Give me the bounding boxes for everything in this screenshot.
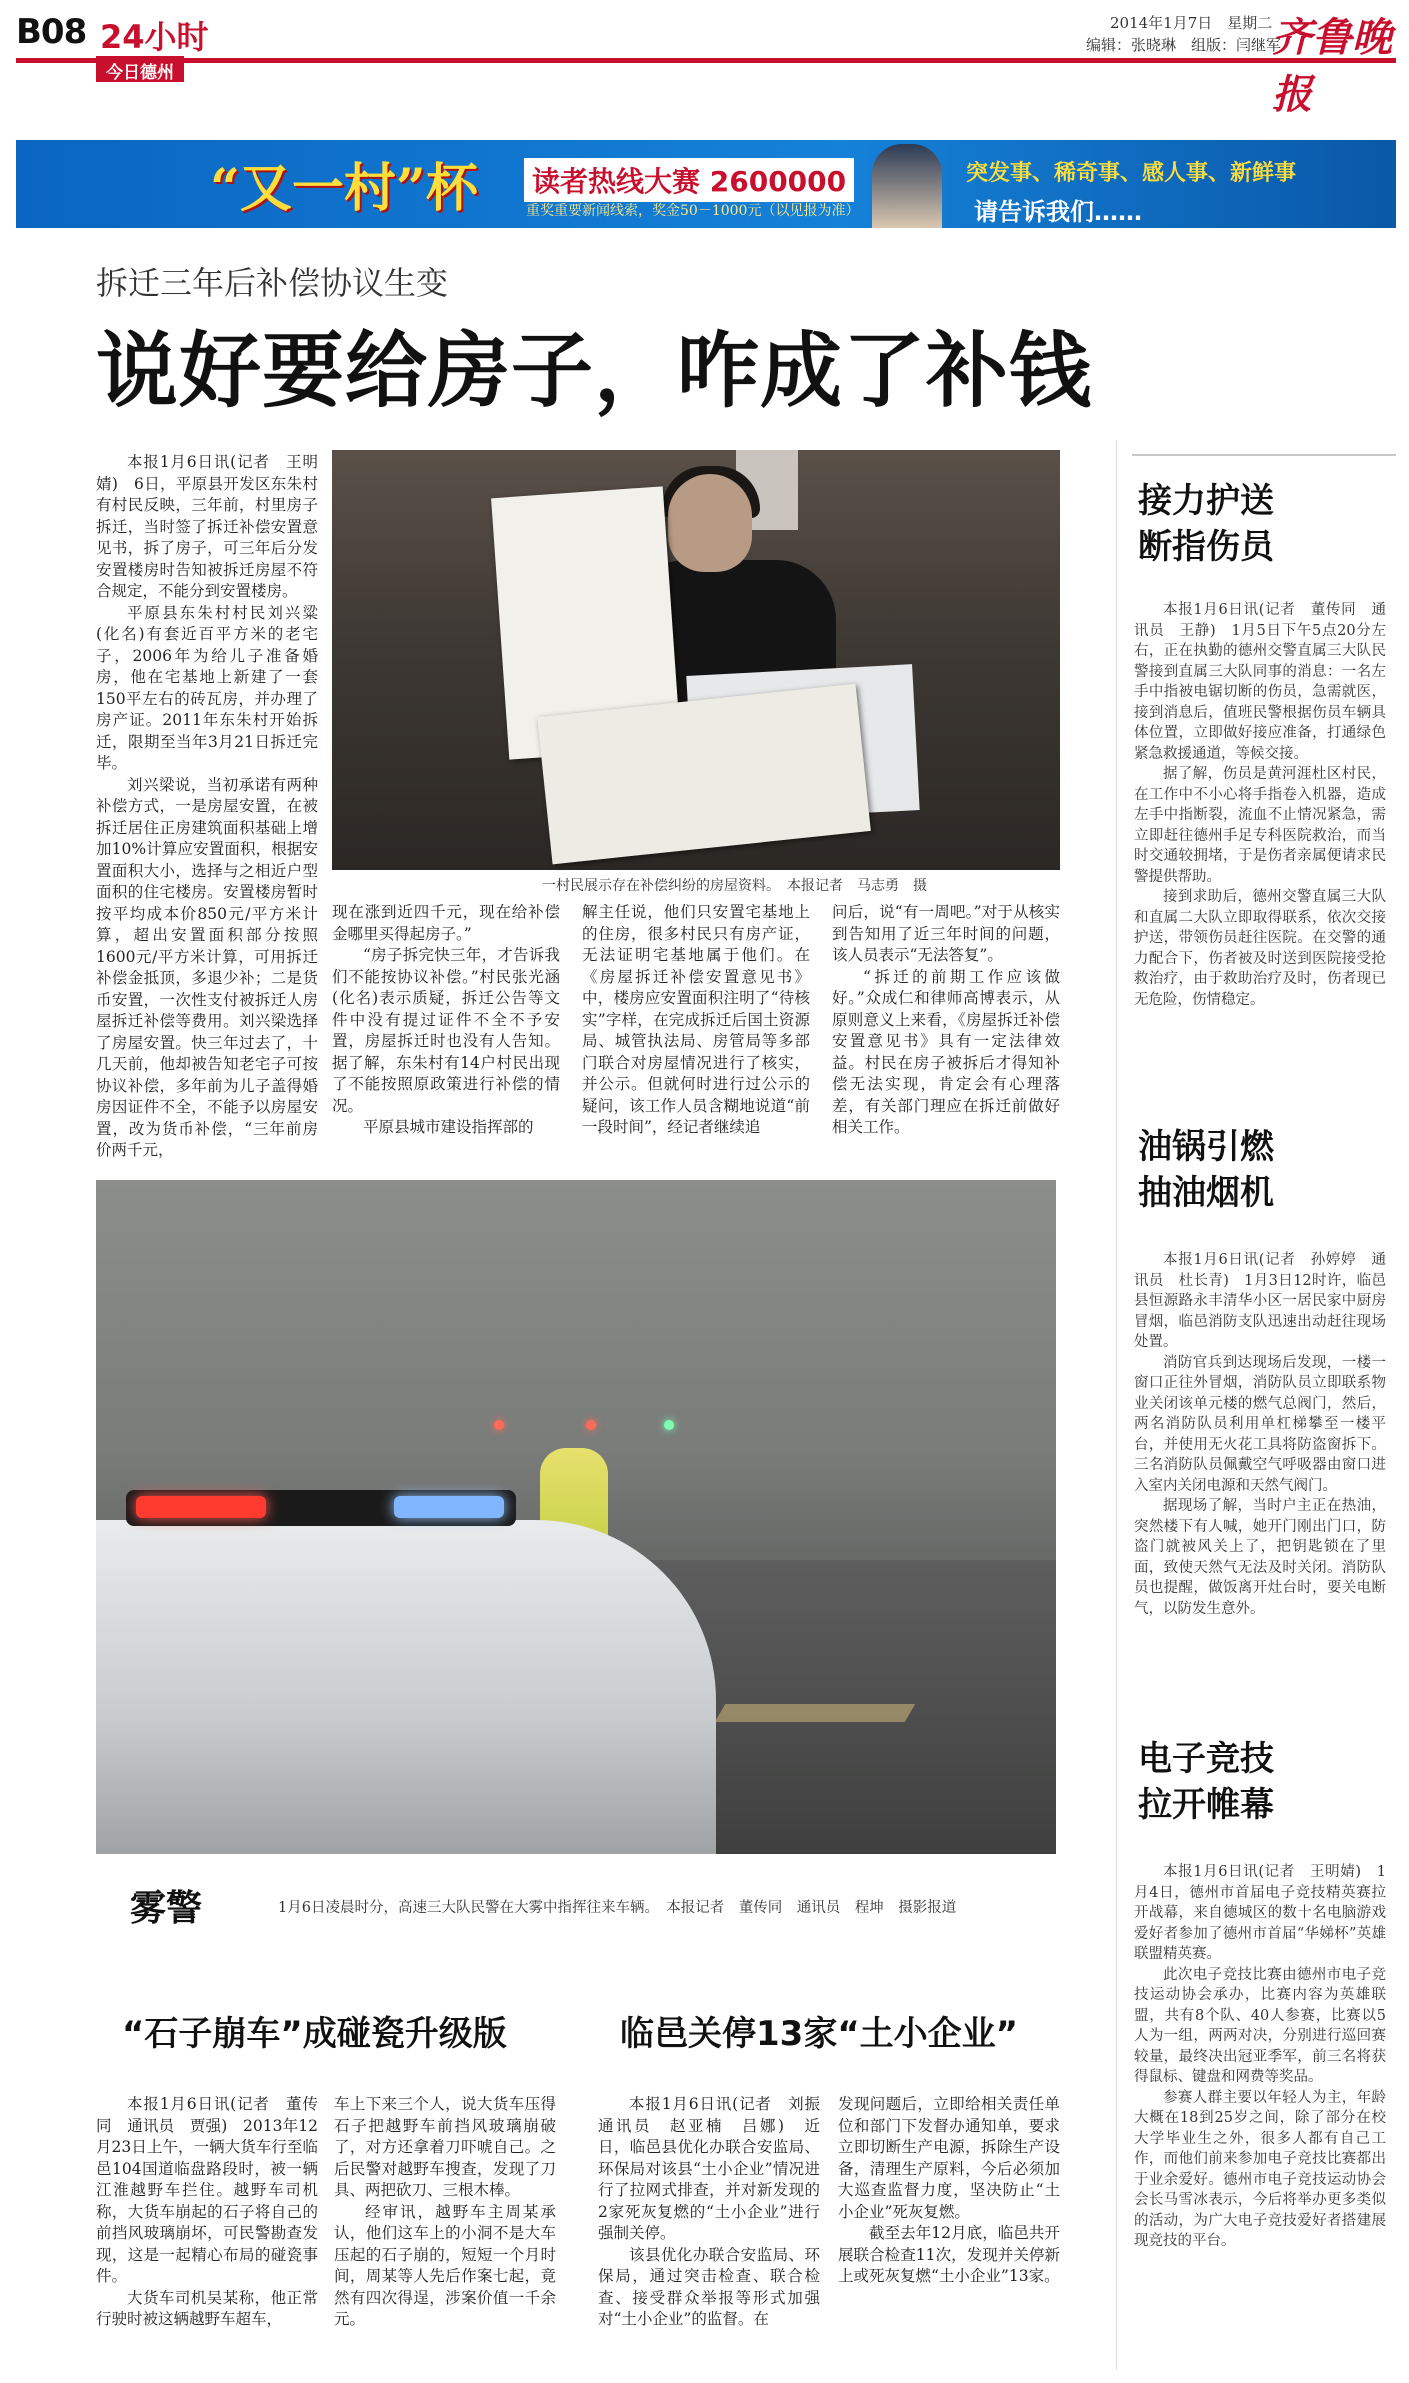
headline-line: 拉开帷幕 (1138, 1785, 1274, 1825)
paragraph: 接到求助后，德州交警直属三大队和直属二大队立即取得联系，依次交接护送，带领伤员赶往医院。在交警的通力配合下，伤者被及时送到医院接受抢救治疗，由于救助治疗及时，伤者现已无危险，伤情稳定。 (1134, 889, 1386, 1008)
linyi-headline: 临邑关停13家“土小企业” (620, 2014, 1019, 2054)
banner-operator-image (872, 144, 942, 228)
main-col-4 (832, 902, 1060, 1139)
page-code: B08 (16, 12, 87, 52)
paragraph: 据现场了解，当时户主正在热油，突然楼下有人喊，她开门刚出门口，防盗门就被风关上了，把钥匙锁在了里面，致使天然气无法及时关闭。消防队员也提醒，做饭离开灶台时，要关电断气，以防发生意外。 (1134, 1498, 1386, 1617)
stone-col-1 (96, 2094, 318, 2331)
paragraph: 参赛人群主要以年轻人为主，年龄大概在18到25岁之间，除了部分在校大学毕业生之外，很多人都有自己工作，而他们前来参加电子竞技比赛都出于业余爱好。德州市电子竞技运动协会会长马雪冰表示，今后将举办更多类似的活动，为广大电子竞技爱好者搭建展现竞技的平台。 (1134, 2089, 1386, 2249)
stone-headline: “石子崩车”成碰瓷升级版 (122, 2014, 507, 2054)
photo2-police-car (96, 1520, 716, 1854)
linyi-col-1 (598, 2094, 836, 2331)
fog-title: 雾警 (130, 1888, 203, 1929)
headline-line: 油锅引燃 (1138, 1127, 1274, 1167)
fog-caption: 1月6日凌晨时分，高速三大队民警在大雾中指挥往来车辆。 本报记者 董传同 通讯员 程坤 摄影报道 (278, 1900, 957, 1916)
paragraph: 大货车司机吴某称，他正常行驶时被这辆越野车超车， (96, 2288, 318, 2328)
side3-body (1134, 1862, 1386, 2252)
stone-col-2 (334, 2094, 556, 2331)
paragraph: 解主任说，他们只安置宅基地上的住房，很多村民只有房产证，无法证明宅基地属于他们。在《房屋拆迁补偿安置意见书》中，楼房应安置面积注明了“待核实”字样，在完成拆迁后国土资源局、城管执法局、房管局等多部门联合对房屋情况进行了核实，并公示。但就何时进行过公示的疑问，该工作人员含糊地说道“前一段时间”，经记者继续追 (582, 903, 810, 1136)
headline-line: 接力护送 (1138, 481, 1274, 521)
side2-body (1134, 1250, 1386, 1619)
photo1-face-blurred (668, 474, 752, 572)
linyi-col-2 (838, 2094, 1060, 2288)
paragraph: “拆迁的前期工作应该做好。”众成仁和律师高博表示，从原则意义上来看，《房屋拆迁补偿安置意见书》具有一定法律效益。村民在房子被拆后才得知补偿无法实现，肯定会有心理落差，有关部门理应在拆迁前做好相关工作。 (832, 967, 1060, 1136)
side1-headline (1138, 478, 1274, 570)
editors-line: 编辑：张晓琳 组版：闫继军 (1086, 36, 1282, 54)
paragraph: 本报1月6日讯(记者 董传同 通讯员 贾强) 2013年12月23日上午，一辆大货车行至临邑104国道临盘路段时，被一辆江淮越野车拦住。越野车司机称，大货车崩起的石子将自己的前挡风玻璃崩坏，可民警勘查发现，这是一起精心布局的碰瓷事件。 (96, 2095, 318, 2285)
photo2-signal-light (664, 1420, 674, 1430)
photo1-caption: 一村民展示存在补偿纠纷的房屋资料。 本报记者 马志勇 摄 (542, 878, 927, 894)
photo2-red-light (136, 1496, 266, 1518)
paragraph: 本报1月6日讯(记者 董传同 通讯员 王静) 1月5日下午5点20分左右，正在执勤的德州交警直属三大队民警接到直属三大队同事的消息：一名左手中指被电锯切断的伤员，急需就医，接到消息后，值班民警根据伤员车辆具体位置，立即做好接应准备，打通绿色紧急救援通道，等候交接。 (1134, 602, 1386, 762)
side1-body (1134, 600, 1386, 1010)
sidebar-top-rule (1132, 454, 1396, 456)
paragraph: 平原县城市建设指挥部的 (363, 1118, 534, 1136)
paragraph: 经审讯，越野车主周某承认，他们这车上的小洞不是大车压起的石子崩的，短短一个月时间，周某等人先后作案七起，竟然有四次得逞，涉案价值一千余元。 (334, 2202, 556, 2328)
main-col-1 (96, 452, 318, 1162)
main-col-3 (582, 902, 810, 1139)
subsection-tag: 今日德州 (96, 56, 184, 82)
banner-right-line1: 突发事、稀奇事、感人事、新鲜事 (966, 161, 1297, 186)
paragraph: 据了解，伤员是黄河涯杜区村民，在工作中不小心将手指卷入机器，造成左手中指断裂，流血不止情况紧急，需立即赶往德州手足专科医院救治，而当时交通较拥堵，于是伤者亲属便请求民警提供帮助。 (1134, 766, 1386, 885)
paragraph: 问后，说“有一周吧。”对于从核实到告知用了近三年时间的问题，该人员表示“无法答复”。 (832, 903, 1060, 964)
newspaper-logo: 齐鲁晚报 (1272, 14, 1392, 118)
paragraph: 发现问题后，立即给相关责任单位和部门下发督办通知单，要求立即切断生产电源，拆除生产设备，清理生产原料，今后必须加大巡查监督力度，坚决防止“土小企业”死灰复燃。 (838, 2095, 1060, 2221)
issue-date: 2014年1月7日 星期二 (1110, 14, 1273, 32)
paragraph: 刘兴梁说，当初承诺有两种补偿方式，一是房屋安置，在被拆迁居住正房建筑面积基础上增加10%计算应安置面积，根据安置面积大小，选择与之相近户型面积的住宅楼房。安置楼房暂时按平均成本价850元/平方米计算，超出安置面积部分按照1600元/平方米计算，可用拆迁补偿金抵顶，多退少补；二是货币安置，一次性支付被拆迁人房屋拆迁补偿等费用。刘兴梁选择了房屋安置。快三年过去了，十几天前，他却被告知老宅子可按协议补偿，多年前为儿子盖得婚房因证件不全，不能予以房屋安置，改为货币补偿，“三年前房价两千元， (96, 775, 318, 1159)
banner-subline: 重奖重要新闻线索，奖金50－1000元（以见报为准） (526, 203, 860, 219)
paragraph: 该县优化办联合安监局、环保局，通过突击检查、联合检查、接受群众举报等形式加强对“土小企业”的监督。在 (598, 2245, 820, 2328)
paragraph: 本报1月6日讯(记者 刘振 通讯员 赵亚楠 吕娜) 近日，临邑县优化办联合安监局、环保局对该县“土小企业”情况进行了拉网式排查，并对新发现的2家死灰复燃的“土小企业”进行强制关停。 (598, 2095, 836, 2242)
paragraph: 截至去年12月底，临邑共开展联合检查11次，发现并关停新上或死灰复燃“土小企业”13家。 (838, 2224, 1060, 2285)
header-rule (16, 58, 1396, 63)
photo2-blue-light (394, 1496, 504, 1518)
paragraph: 消防官兵到达现场后发现，一楼一窗口正往外冒烟，消防队员立即联系物业关闭该单元楼的燃气总阀门，然后，两名消防队员利用单杠梯攀至一楼平台，并使用无火花工具将防盗窗拆下。三名消防队员佩戴空气呼吸器由窗口进入室内关闭电源和天然气阀门。 (1134, 1354, 1386, 1494)
photo2-road-marking (715, 1704, 915, 1722)
paragraph: 本报1月6日讯(记者 孙婷婷 通讯员 杜长青) 1月3日12时许，临邑县恒源路永丰清华小区一居民家中厨房冒烟，临邑消防支队迅速出动赶往现场处置。 (1134, 1252, 1386, 1350)
photo2-signal-light (494, 1420, 504, 1430)
photo2-signal-light (586, 1420, 596, 1430)
headline-line: 抽油烟机 (1138, 1173, 1274, 1213)
banner-right-line2: 请告诉我们…… (974, 198, 1142, 226)
banner-cup-title: “又一村”杯 (210, 158, 478, 219)
paragraph: 现在涨到近四千元，现在给补偿金哪里买得起房子。” (332, 903, 560, 943)
section-title: 24小时 (100, 18, 209, 56)
paragraph: 平原县东朱村村民刘兴粱(化名)有套近百平方米的老宅子，2006年为给儿子准备婚房，他在宅基地上新建了一套150平左右的砖瓦房，并办理了房产证。2011年东朱村开始拆迁，限期至当年3月21日拆迁完毕。 (96, 603, 318, 772)
paragraph: 车上下来三个人，说大货车压得石子把越野车前挡风玻璃崩破了，对方还拿着刀吓唬自己。之后民警对越野车搜查，发现了刀具、两把砍刀、三根木棒。 (334, 2095, 556, 2199)
paragraph: 本报1月6日讯(记者 王明婧) 1月4日，德州市首届电子竞技精英赛拉开战幕，来自德城区的数十名电脑游戏爱好者参加了德州市首届“华娣杯”英雄联盟精英赛。 (1134, 1864, 1386, 1962)
banner-hotline: 读者热线大赛 2600000 (524, 158, 854, 202)
headline-line: 断指伤员 (1138, 527, 1274, 567)
sidebar-divider (1116, 440, 1117, 2370)
paragraph: 本报1月6日讯(记者 王明婧) 6日，平原县开发区东朱村有村民反映，三年前，村里房子拆迁，当时签了拆迁补偿安置意见书，拆了房子，可三年后分发安置楼房时告知被拆迁房屋不符合规定，不能分到安置楼房。 (96, 453, 318, 600)
main-headline: 说好要给房子，咋成了补钱 (96, 324, 1093, 419)
paragraph: “房子拆完快三年，才告诉我们不能按协议补偿。”村民张光涵(化名)表示质疑，拆迁公告等文件中没有提过证件不全不予安置，房屋拆迁时也没有人告知。据了解，东朱村有14户村民出现了不能按照原政策进行补偿的情况。 (332, 946, 560, 1115)
headline-line: 电子竞技 (1138, 1739, 1274, 1779)
side3-headline (1138, 1736, 1274, 1828)
main-col-2 (332, 902, 560, 1139)
main-kicker: 拆迁三年后补偿协议生变 (96, 264, 449, 302)
paragraph: 此次电子竞技比赛由德州市电子竞技运动协会承办，比赛内容为英雄联盟，共有8个队、40人参赛，比赛以5人为一组，两两对决，分别进行巡回赛较量，最终决出冠亚季军，前三名将获得鼠标、键盘和网费等奖品。 (1134, 1966, 1386, 2085)
side2-headline (1138, 1124, 1274, 1216)
